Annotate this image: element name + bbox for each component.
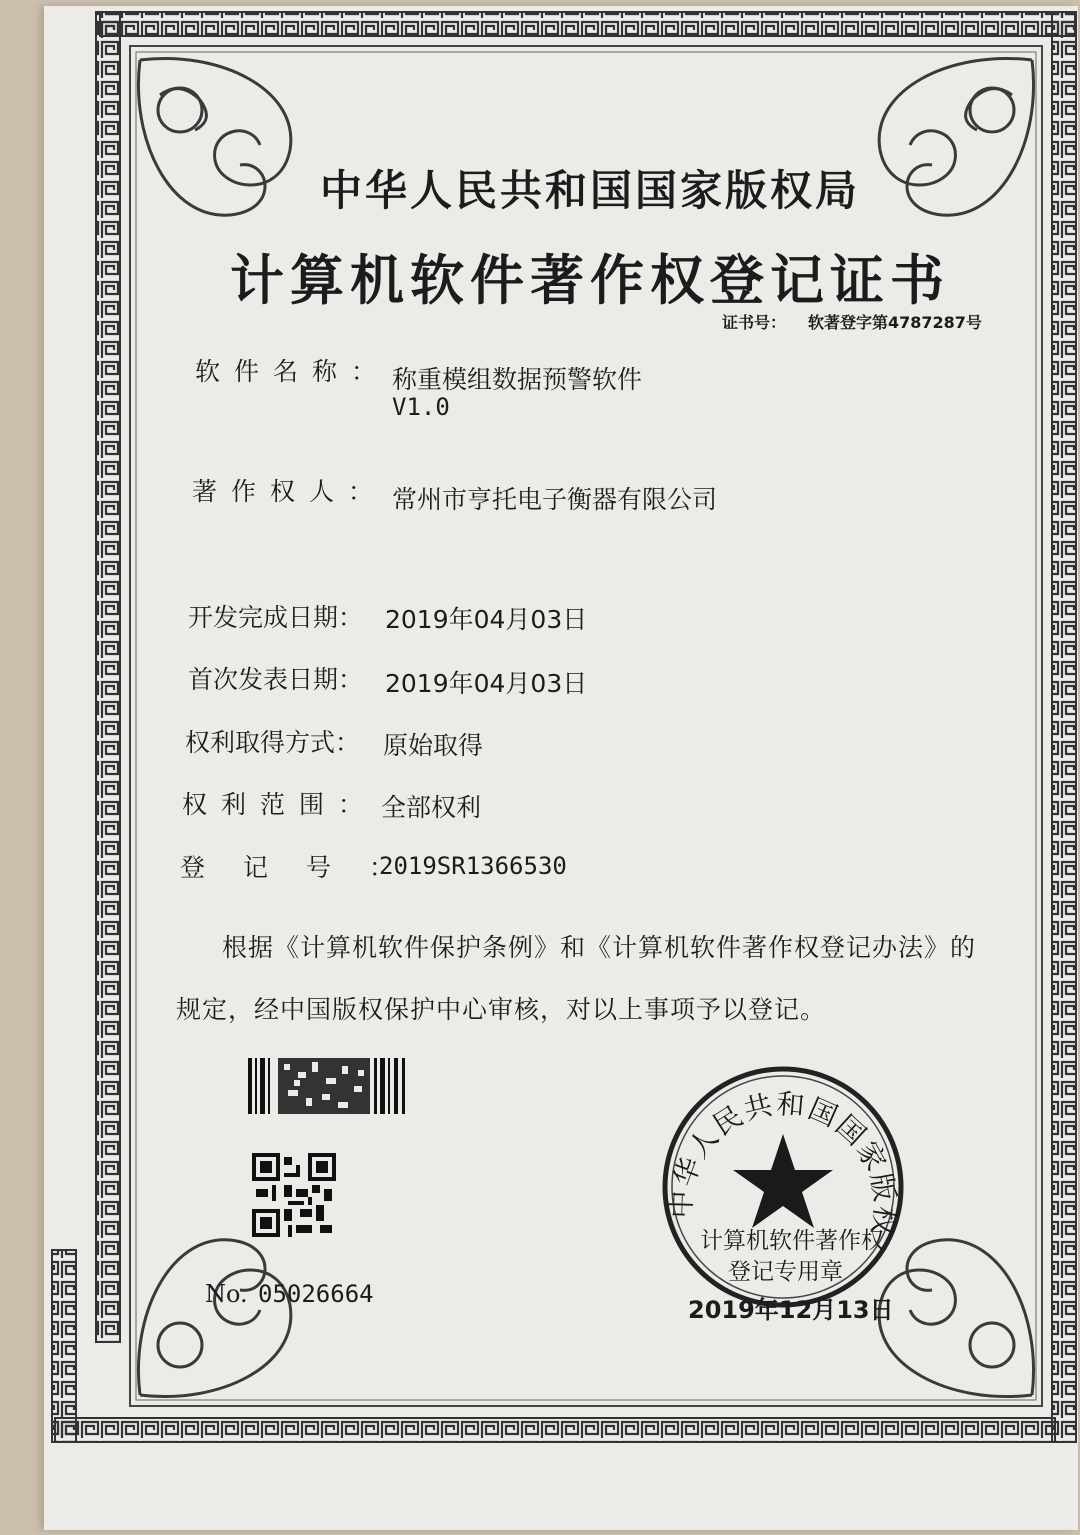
rights-scope-value: 全部权利 xyxy=(381,793,482,822)
seal-date: 2019年12月13日 xyxy=(688,1296,894,1324)
seal-ring-text: 中华人民共和国国家 xyxy=(668,1087,894,1219)
barcode xyxy=(248,1056,408,1116)
serial-number-label: No. xyxy=(205,1280,248,1308)
software-name-label: 软件名称： xyxy=(195,357,391,386)
copyright-owner-label: 著作权人： xyxy=(192,477,388,506)
registration-number-value: 2019SR1366530 xyxy=(379,852,567,880)
acquisition-method-label: 权利取得方式： xyxy=(185,728,361,757)
first-publication-date-label: 首次发表日期： xyxy=(188,665,364,694)
svg-text:中华人民共和国国家版权局 xyxy=(668,1075,898,1239)
certificate-title: 计算机软件著作权登记证书 xyxy=(230,249,950,312)
first-publication-date-value: 2019年04月03日 xyxy=(385,669,588,698)
registration-number-label: 登记号： xyxy=(180,853,433,882)
seal-inner-line-2: 登记专用章 xyxy=(728,1259,843,1285)
certificate-number-value: 软著登字第4787287号 xyxy=(808,313,982,332)
completion-date-label: 开发完成日期： xyxy=(188,603,364,632)
completion-date-value: 2019年04月03日 xyxy=(385,605,588,634)
software-version-value: V1.0 xyxy=(392,393,450,421)
seal-inner-line-1: 计算机软件著作权 xyxy=(700,1228,884,1254)
statement-line-1: 根据《计算机软件保护条例》和《计算机软件著作权登记办法》的 xyxy=(222,933,977,962)
serial-number-value: 05026664 xyxy=(258,1280,374,1308)
copyright-owner-value: 常州市亨托电子衡器有限公司 xyxy=(392,485,718,514)
qr-code xyxy=(252,1153,336,1237)
statement-line-2: 规定，经中国版权保护中心审核，对以上事项予以登记。 xyxy=(176,995,827,1024)
issuer-title: 中华人民共和国国家版权局 xyxy=(319,166,860,215)
corner-ornament-bottom-left xyxy=(138,1240,290,1397)
certificate-number-label: 证书号： xyxy=(722,313,787,332)
acquisition-method-value: 原始取得 xyxy=(383,731,484,760)
rights-scope-label: 权利范围： xyxy=(182,790,378,819)
software-name-value: 称重模组数据预警软件 xyxy=(392,365,643,394)
